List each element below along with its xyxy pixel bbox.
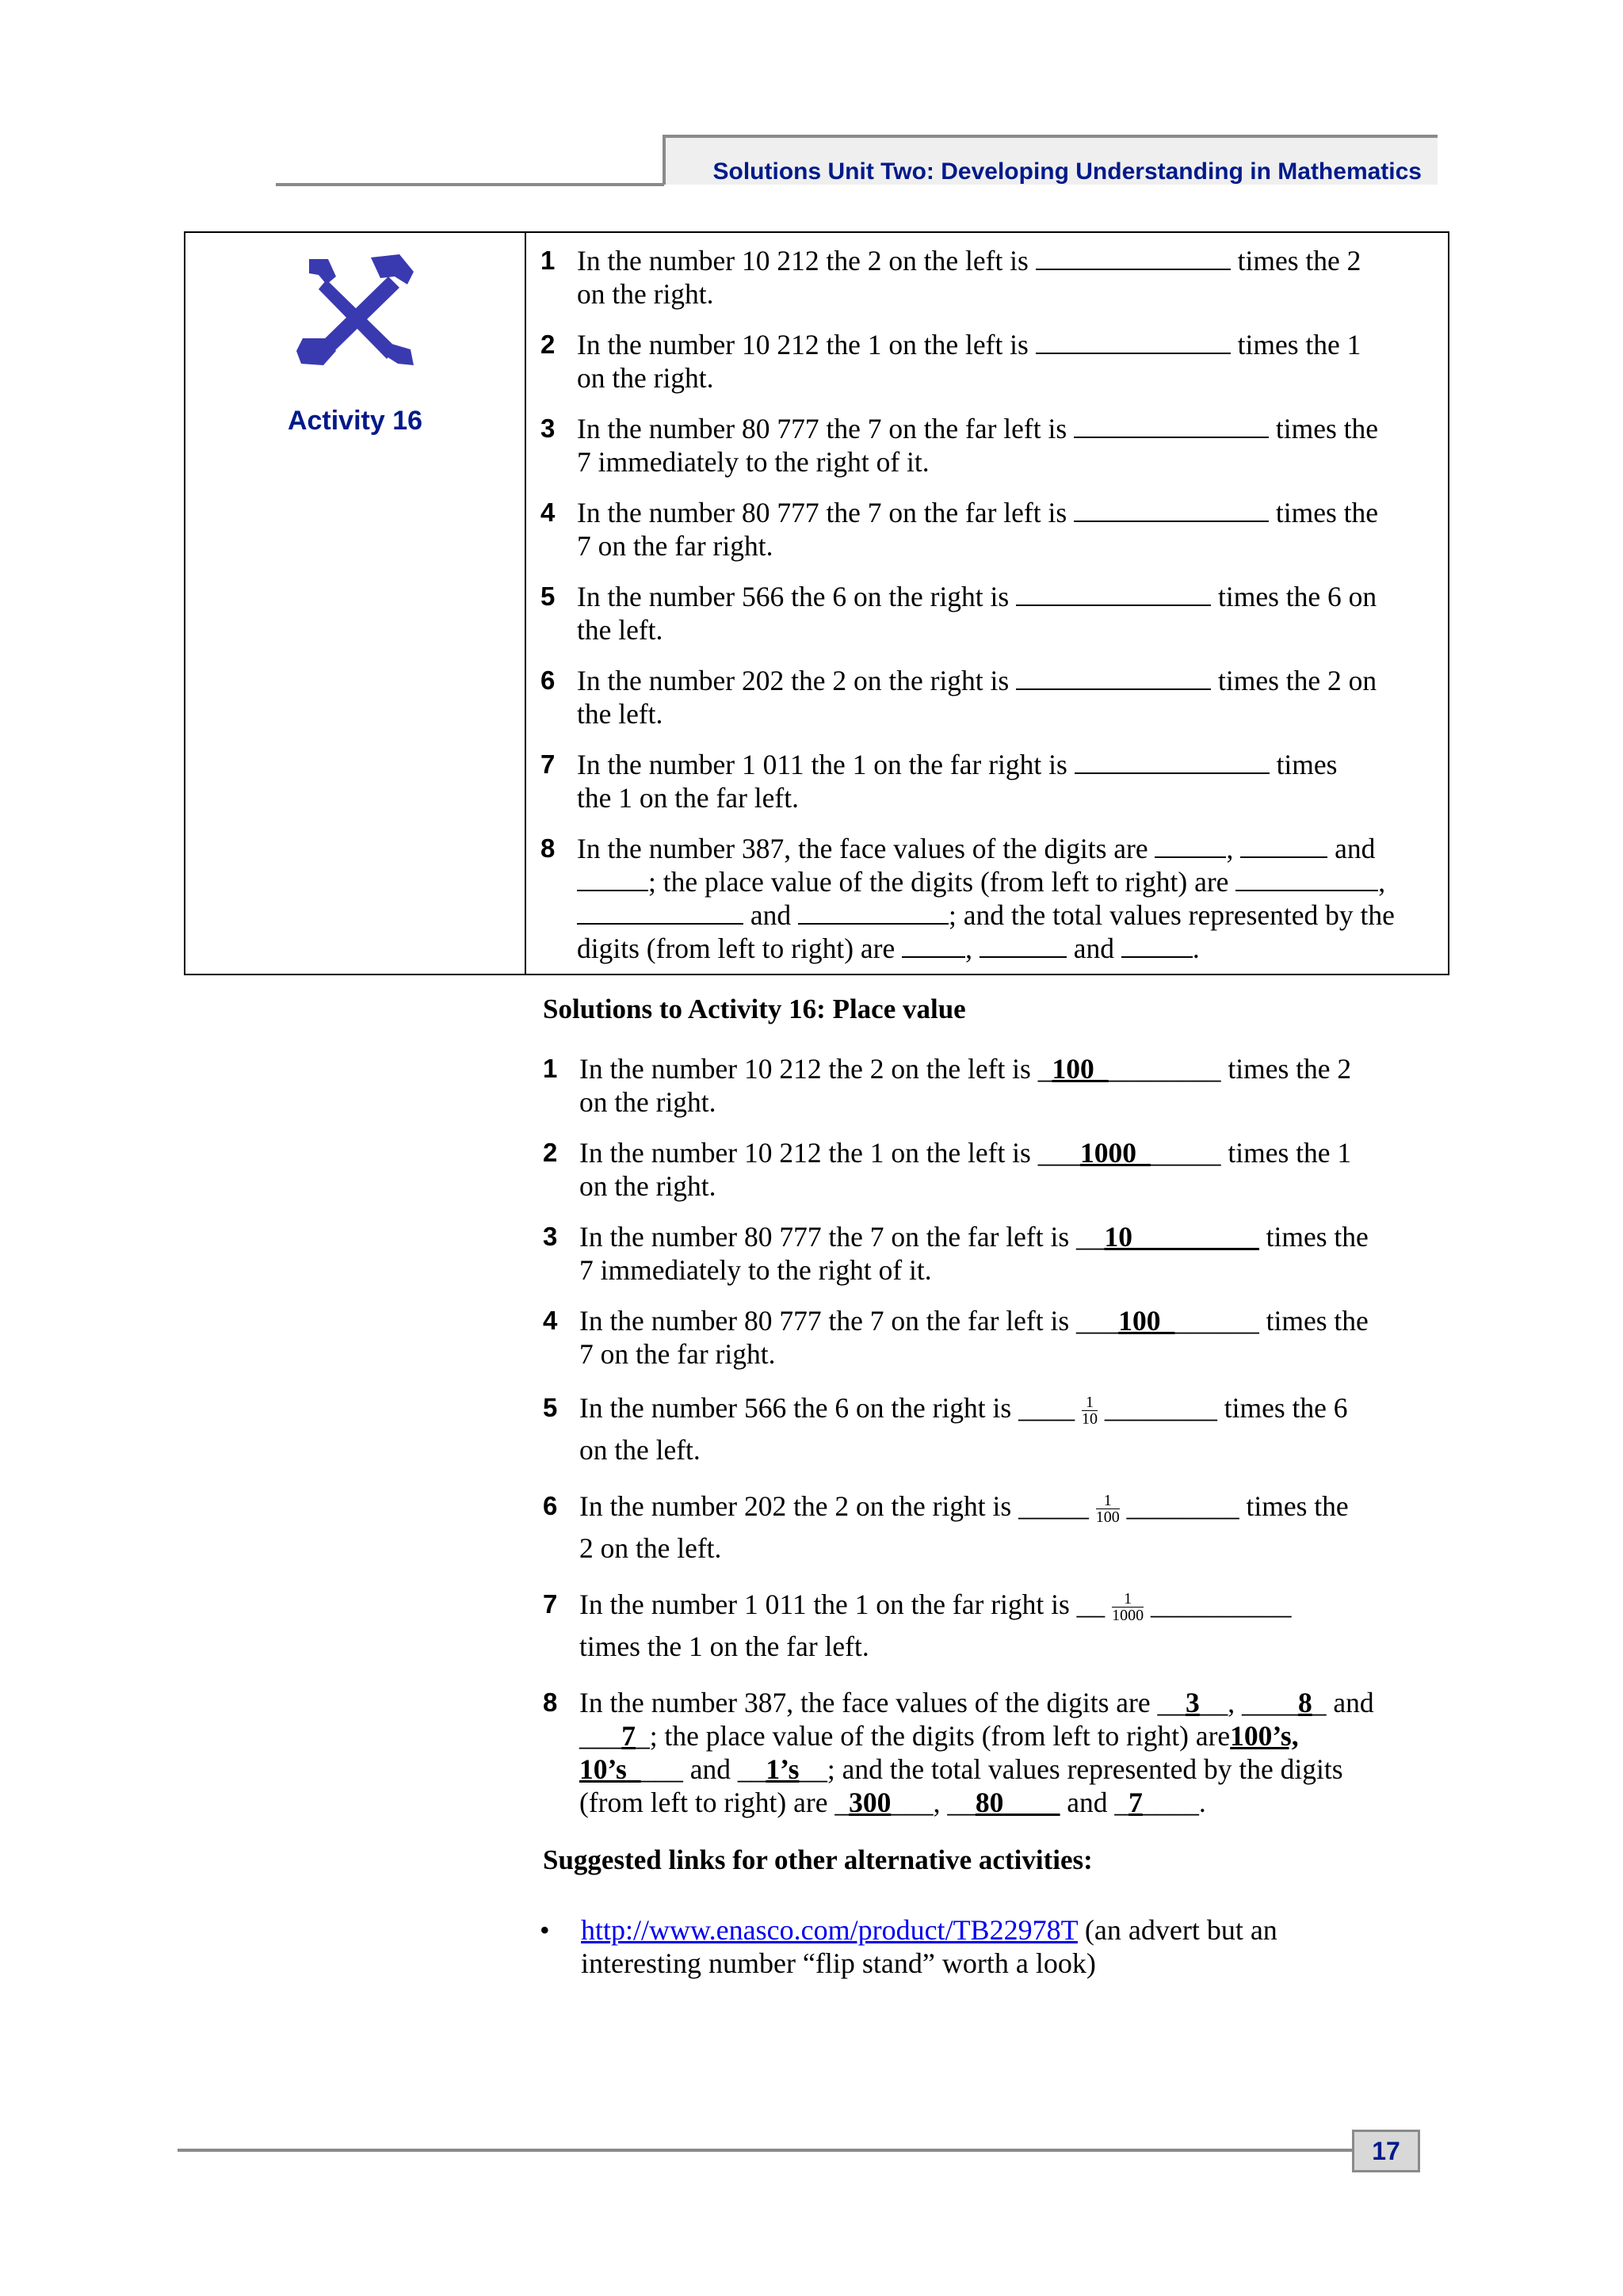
question-text: ,	[1226, 833, 1241, 864]
answer-blank[interactable]	[798, 901, 949, 925]
solution-text: __; and the total values represented by the digits	[799, 1753, 1343, 1785]
solution-text: ___	[579, 1720, 622, 1752]
solution-answer: 3	[1185, 1687, 1200, 1718]
solution-text: __, ____	[1199, 1687, 1298, 1718]
solution-text: ___ and __	[640, 1753, 766, 1785]
footer-rule	[178, 2149, 1354, 2152]
solution-text: (from left to right) are _	[579, 1787, 850, 1818]
solution-answer: 80	[975, 1787, 1004, 1818]
fraction-denominator: 1000	[1112, 1607, 1144, 1625]
fraction	[1082, 1394, 1098, 1427]
answer-blank[interactable]	[1121, 934, 1193, 958]
question-text: on the right.	[577, 362, 714, 394]
solution-text: on the left.	[579, 1434, 701, 1466]
solution-text: and _	[1060, 1787, 1129, 1818]
solution-text: _; the place value of the digits (from left to right) are	[636, 1720, 1231, 1752]
question-text: In the number 10 212 the 1 on the left is	[577, 329, 1036, 360]
question-text: In the number 387, the face values of the digits are	[577, 833, 1155, 864]
fraction-numerator: 1	[1112, 1591, 1144, 1608]
external-link[interactable]: http://www.enasco.com/product/TB22978T	[581, 1914, 1078, 1946]
question-text: times the	[1269, 497, 1379, 528]
solution-answer: 7	[621, 1720, 636, 1752]
question-text: the left.	[577, 698, 663, 730]
solution-answer: 300	[849, 1787, 892, 1818]
question-number: 4	[540, 498, 556, 527]
question-number: 3	[540, 414, 556, 443]
activity-label: Activity 16	[287, 406, 423, 436]
answer-blank[interactable]	[980, 934, 1067, 958]
question-text: and	[1327, 833, 1376, 864]
solution-number: 8	[543, 1688, 558, 1717]
question-number: 8	[540, 833, 556, 863]
solution-text: In the number 80 777 the 7 on the far left is __	[579, 1221, 1105, 1253]
fraction-denominator: 10	[1081, 1410, 1098, 1428]
question-text: ; the place value of the digits (from left to right) are	[648, 866, 1236, 898]
question-text: ,	[965, 933, 980, 964]
fraction	[1096, 1493, 1120, 1525]
fraction-denominator: 100	[1095, 1508, 1120, 1527]
solution-text: _ and	[1312, 1687, 1374, 1718]
question-number: 2	[540, 330, 556, 359]
solution-text: ________ times the 2	[1108, 1053, 1352, 1085]
question-text: In the number 80 777 the 7 on the far left is	[577, 497, 1075, 528]
page-number: 17	[1352, 2130, 1420, 2172]
solution-answer: ____	[1003, 1787, 1060, 1818]
answer-blank[interactable]	[1240, 834, 1327, 858]
links-heading: Suggested links for other alternative activities:	[543, 1844, 1093, 1875]
question-text: on the right.	[577, 278, 714, 310]
link-description: (an advert but an	[1077, 1914, 1277, 1946]
solution-number: 5	[543, 1393, 558, 1422]
tools-icon	[295, 253, 422, 368]
solution-text: _	[626, 1753, 641, 1785]
question-text: In the number 10 212 the 2 on the left is	[577, 245, 1036, 277]
solution-number: 3	[543, 1222, 558, 1251]
column-divider	[525, 233, 526, 974]
question-number: 5	[540, 582, 556, 611]
solution-answer: 10’s	[579, 1753, 627, 1785]
solution-text: 7 on the far right.	[579, 1338, 776, 1370]
solution-answer: 100_	[1118, 1305, 1175, 1337]
solution-answer: 10_________	[1104, 1221, 1259, 1253]
solution-answer: 100’s,	[1230, 1720, 1299, 1752]
solution-answer: 1000_	[1079, 1137, 1151, 1169]
solution-number: 2	[543, 1138, 558, 1167]
solution-text: ________ times the	[1119, 1490, 1349, 1522]
solution-text: In the number 10 212 the 2 on the left is _	[579, 1053, 1052, 1085]
bullet-icon: •	[540, 1914, 550, 1946]
question-text: times the 1	[1230, 329, 1361, 360]
solution-text: times the	[1258, 1221, 1369, 1253]
solution-text: ___, __	[891, 1787, 976, 1818]
solution-text: In the number 1 011 the 1 on the far right is __	[579, 1589, 1113, 1620]
solution-text: ______ times the	[1174, 1305, 1369, 1337]
question-text: 7 on the far right.	[577, 530, 773, 562]
answer-blank[interactable]	[1235, 868, 1378, 891]
question-text: .	[1192, 933, 1200, 964]
answer-blank[interactable]	[902, 934, 965, 958]
solution-number: 1	[543, 1054, 558, 1083]
solution-text: In the number 80 777 the 7 on the far left is ___	[579, 1305, 1119, 1337]
question-text: In the number 202 the 2 on the right is	[577, 665, 1017, 696]
question-text: and	[743, 899, 799, 931]
answer-blank[interactable]	[1074, 414, 1269, 438]
question-text: ; and the total values represented by the	[949, 899, 1395, 931]
solution-text: on the right.	[579, 1086, 716, 1118]
header-rule	[276, 183, 664, 186]
page-header-title: Solutions Unit Two: Developing Understanding in Mathematics	[712, 158, 1422, 185]
question-text: and	[1066, 933, 1121, 964]
question-number: 1	[540, 246, 556, 275]
question-text: the left.	[577, 614, 663, 646]
solution-text: ________ times the 6	[1097, 1392, 1348, 1424]
answer-blank[interactable]	[1155, 834, 1226, 858]
solution-text: In the number 10 212 the 1 on the left is ___	[579, 1137, 1080, 1169]
header-tab	[663, 135, 1438, 185]
solution-number: 6	[543, 1491, 558, 1520]
answer-blank[interactable]	[577, 868, 648, 891]
question-text: digits (from left to right) are	[577, 933, 903, 964]
fraction-numerator: 1	[1082, 1394, 1098, 1411]
solution-text: ____.	[1142, 1787, 1206, 1818]
question-text: the 1 on the far left.	[577, 782, 799, 814]
question-text: In the number 80 777 the 7 on the far left is	[577, 413, 1075, 444]
solution-answer: 100_	[1052, 1053, 1109, 1085]
solution-text: on the right.	[579, 1170, 716, 1202]
answer-blank[interactable]	[1036, 330, 1231, 354]
solution-text: 7 immediately to the right of it.	[579, 1254, 932, 1286]
question-text: times the 2	[1230, 245, 1361, 277]
solution-text: __________	[1144, 1589, 1292, 1620]
solution-text: In the number 202 the 2 on the right is _____	[579, 1490, 1096, 1522]
solution-number: 4	[543, 1306, 558, 1335]
answer-blank[interactable]	[1074, 498, 1269, 522]
solution-number: 7	[543, 1589, 558, 1619]
question-number: 6	[540, 666, 556, 695]
solution-answer: 8	[1297, 1687, 1312, 1718]
solutions-heading: Solutions to Activity 16: Place value	[543, 994, 966, 1024]
fraction-numerator: 1	[1096, 1493, 1120, 1509]
question-text: times the 2 on	[1211, 665, 1377, 696]
question-number: 7	[540, 749, 556, 779]
question-text: 7 immediately to the right of it.	[577, 446, 930, 478]
fraction	[1112, 1591, 1144, 1623]
solution-text: In the number 387, the face values of the digits are __	[579, 1687, 1186, 1718]
link-description: interesting number “flip stand” worth a look)	[581, 1947, 1096, 1979]
answer-blank[interactable]	[1016, 666, 1211, 690]
solution-text: In the number 566 the 6 on the right is ____	[579, 1392, 1082, 1424]
solution-text: _____ times the 1	[1150, 1137, 1352, 1169]
question-text: In the number 566 the 6 on the right is	[577, 581, 1017, 612]
solution-answer: 1’s	[766, 1753, 800, 1785]
question-text: times the 6 on	[1211, 581, 1377, 612]
solution-text: 2 on the left.	[579, 1532, 722, 1565]
solution-answer: 7	[1128, 1787, 1143, 1818]
solution-text: times the 1 on the far left.	[579, 1630, 869, 1663]
answer-blank[interactable]	[577, 901, 743, 925]
answer-blank[interactable]	[1075, 750, 1270, 774]
question-text: times the	[1269, 413, 1379, 444]
question-text: times	[1269, 749, 1338, 780]
answer-blank[interactable]	[1016, 582, 1211, 606]
answer-blank[interactable]	[1036, 246, 1231, 270]
question-text: In the number 1 011 the 1 on the far right is	[577, 749, 1075, 780]
question-text: ,	[1378, 866, 1386, 898]
